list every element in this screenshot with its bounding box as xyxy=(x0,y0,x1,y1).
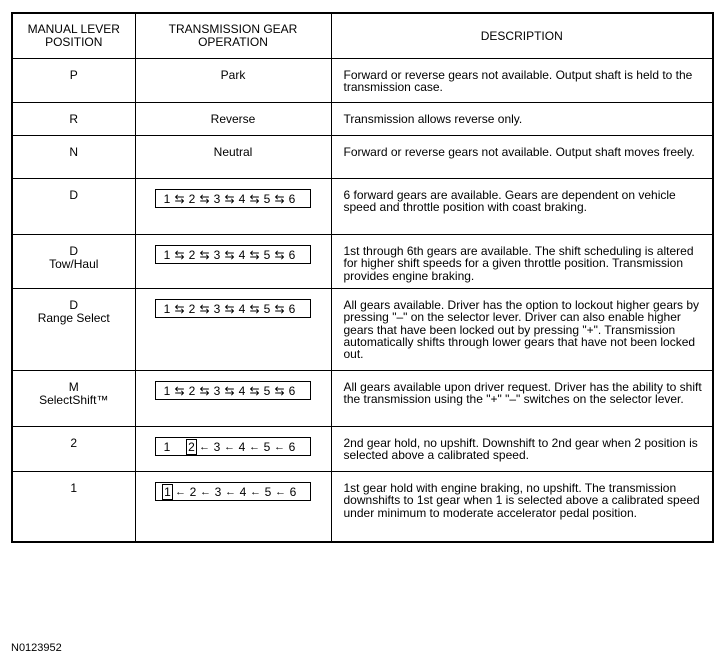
gear-number: 6 xyxy=(288,247,296,262)
gear-operation-cell xyxy=(135,289,331,371)
gear-operation-cell xyxy=(135,371,331,427)
up-down-shift-arrow-icon: ⇆ xyxy=(274,191,285,206)
gear-operation-cell xyxy=(135,427,331,472)
description-cell: Forward or reverse gears not available. Output shaft moves freely. xyxy=(331,136,713,179)
lever-position-cell xyxy=(12,136,135,179)
gear-operation-cell xyxy=(135,235,331,289)
description-cell: All gears available upon driver request. Driver has the ability to shift the transmission using the "+" "–" switches on the selector lever. xyxy=(331,371,713,427)
downshift-arrow-icon: ← xyxy=(274,440,285,453)
lever-position-label: SelectShift™ xyxy=(39,393,109,407)
gear-number: 3 xyxy=(213,439,221,454)
gear-number: 5 xyxy=(263,247,271,262)
up-down-shift-arrow-icon: ⇆ xyxy=(224,191,235,206)
lever-position-cell xyxy=(12,235,135,289)
downshift-arrow-icon: ← xyxy=(200,485,211,498)
lever-position-cell xyxy=(12,427,135,472)
up-down-shift-arrow-icon: ⇆ xyxy=(249,191,260,206)
up-down-shift-arrow-icon: ⇆ xyxy=(199,191,210,206)
transmission-gear-table xyxy=(11,12,714,543)
gear-operation-cell xyxy=(135,103,331,136)
gear-number: 3 xyxy=(214,484,222,499)
gear-number: 4 xyxy=(239,484,247,499)
gear-sequence xyxy=(155,381,311,400)
up-down-shift-arrow-icon: ⇆ xyxy=(174,191,185,206)
gear-operation-text: Neutral xyxy=(213,145,253,159)
gear-number: 3 xyxy=(213,191,221,206)
header-line: POSITION xyxy=(45,35,103,49)
downshift-arrow-icon: ← xyxy=(175,485,186,498)
up-down-shift-arrow-icon: ⇆ xyxy=(249,247,260,262)
header-line: DESCRIPTION xyxy=(480,28,563,43)
held-gear-number: 2 xyxy=(186,439,197,455)
gear-number: 3 xyxy=(213,383,221,398)
gear-number: 4 xyxy=(238,439,246,454)
gear-number: 5 xyxy=(263,383,271,398)
gear-number: 2 xyxy=(188,301,196,316)
gear-number: 2 xyxy=(188,383,196,398)
lever-position-label: M xyxy=(68,380,79,394)
gear-sequence xyxy=(155,189,311,208)
up-down-shift-arrow-icon: ⇆ xyxy=(224,301,235,316)
table-row xyxy=(12,289,713,371)
downshift-arrow-icon: ← xyxy=(275,485,286,498)
gear-number: 6 xyxy=(289,484,297,499)
up-down-shift-arrow-icon: ⇆ xyxy=(199,247,210,262)
up-down-shift-arrow-icon: ⇆ xyxy=(274,383,285,398)
gear-number: 6 xyxy=(288,383,296,398)
up-down-shift-arrow-icon: ⇆ xyxy=(174,247,185,262)
table-row xyxy=(12,235,713,289)
gear-sequence xyxy=(155,482,311,501)
lever-position-cell xyxy=(12,371,135,427)
downshift-arrow-icon: ← xyxy=(225,485,236,498)
figure-id: N0123952 xyxy=(11,642,62,654)
up-down-shift-arrow-icon: ⇆ xyxy=(199,301,210,316)
up-down-shift-arrow-icon: ⇆ xyxy=(249,301,260,316)
header-line: OPERATION xyxy=(198,35,268,49)
gear-operation-cell xyxy=(135,59,331,103)
description-cell: 6 forward gears are available. Gears are dependent on vehicle speed and throttle position with coast braking. xyxy=(331,179,713,235)
header-row xyxy=(12,13,713,59)
gear-operation-text: Reverse xyxy=(210,112,256,126)
gear-operation-cell xyxy=(135,472,331,542)
up-down-shift-arrow-icon: ⇆ xyxy=(224,247,235,262)
description-cell: 2nd gear hold, no upshift. Downshift to 2nd gear when 2 position is selected above a calibrated speed. xyxy=(331,427,713,472)
description-cell: All gears available. Driver has the option to lockout higher gears by pressing "–" on the selector lever. Driver can also enable higher gears that have been locked out by pressing "+". Transmission automatically shifts through lower gears that have not been locked out. xyxy=(331,289,713,371)
table-row xyxy=(12,59,713,103)
gear-sequence xyxy=(155,245,311,264)
up-down-shift-arrow-icon: ⇆ xyxy=(274,247,285,262)
table-row xyxy=(12,472,713,542)
gear-number: 6 xyxy=(288,301,296,316)
lever-position-label: 1 xyxy=(70,481,78,495)
description-cell: 1st through 6th gears are available. The shift scheduling is altered for higher shift speeds for a given throttle position. Transmission provides engine braking. xyxy=(331,235,713,289)
gear-number: 5 xyxy=(263,191,271,206)
up-down-shift-arrow-icon: ⇆ xyxy=(249,383,260,398)
gear-operation-cell xyxy=(135,136,331,179)
held-gear-number: 1 xyxy=(162,484,173,500)
gear-number: 5 xyxy=(264,484,272,499)
table-row xyxy=(12,427,713,472)
up-down-shift-arrow-icon: ⇆ xyxy=(224,383,235,398)
up-down-shift-arrow-icon: ⇆ xyxy=(174,383,185,398)
gear-operation-cell xyxy=(135,179,331,235)
gear-number: 4 xyxy=(238,191,246,206)
downshift-arrow-icon: ← xyxy=(249,440,260,453)
lever-position-label: R xyxy=(69,112,79,126)
lever-position-label: D xyxy=(69,188,79,202)
gear-number: 2 xyxy=(189,484,197,499)
up-down-shift-arrow-icon: ⇆ xyxy=(274,301,285,316)
gear-number: 4 xyxy=(238,383,246,398)
gear-number: 1 xyxy=(163,247,171,262)
table-row xyxy=(12,371,713,427)
gear-number: 6 xyxy=(288,191,296,206)
gear-number: 1 xyxy=(163,191,171,206)
gear-number: 2 xyxy=(188,247,196,262)
gear-number: 3 xyxy=(213,301,221,316)
header-line: TRANSMISSION GEAR xyxy=(168,22,298,36)
table-row xyxy=(12,103,713,136)
up-down-shift-arrow-icon: ⇆ xyxy=(174,301,185,316)
gear-number: 4 xyxy=(238,301,246,316)
table-row xyxy=(12,179,713,235)
lever-position-cell xyxy=(12,103,135,136)
header-transmission-gear-operation xyxy=(135,13,331,59)
header-line: MANUAL LEVER xyxy=(27,22,120,36)
lever-position-cell xyxy=(12,179,135,235)
gear-number: 5 xyxy=(263,439,271,454)
gear-sequence xyxy=(155,437,311,456)
downshift-arrow-icon: ← xyxy=(224,440,235,453)
gear-number: 5 xyxy=(263,301,271,316)
gear-number: 1 xyxy=(163,439,171,454)
lever-position-cell xyxy=(12,472,135,542)
lever-position-label: N xyxy=(69,145,79,159)
description-cell: 1st gear hold with engine braking, no upshift. The transmission downshifts to 1st gear when 1 is selected above a calibrated speed under minimum to moderate accelerator pedal position. xyxy=(331,472,713,542)
gear-number: 2 xyxy=(188,191,196,206)
gear-number: 6 xyxy=(288,439,296,454)
gear-number: 1 xyxy=(163,301,171,316)
up-down-shift-arrow-icon: ⇆ xyxy=(199,383,210,398)
lever-position-label: P xyxy=(69,68,78,82)
gear-number: 1 xyxy=(163,383,171,398)
gear-operation-text: Park xyxy=(220,68,246,82)
gear-sequence xyxy=(155,299,311,318)
lever-position-label: 2 xyxy=(70,436,78,450)
header-manual-lever-position xyxy=(12,13,135,59)
lever-position-label: Range Select xyxy=(37,311,110,325)
downshift-arrow-icon: ← xyxy=(250,485,261,498)
lever-position-cell xyxy=(12,59,135,103)
lever-position-cell xyxy=(12,289,135,371)
table-row xyxy=(12,136,713,179)
lever-position-label: D xyxy=(69,244,79,258)
gear-number: 3 xyxy=(213,247,221,262)
description-cell: Transmission allows reverse only. xyxy=(331,103,713,136)
lever-position-label: D xyxy=(69,298,79,312)
gear-number: 4 xyxy=(238,247,246,262)
header-description xyxy=(331,13,713,59)
description-cell: Forward or reverse gears not available. Output shaft is held to the transmission case. xyxy=(331,59,713,103)
downshift-arrow-icon: ← xyxy=(199,440,210,453)
lever-position-label: Tow/Haul xyxy=(49,257,99,271)
